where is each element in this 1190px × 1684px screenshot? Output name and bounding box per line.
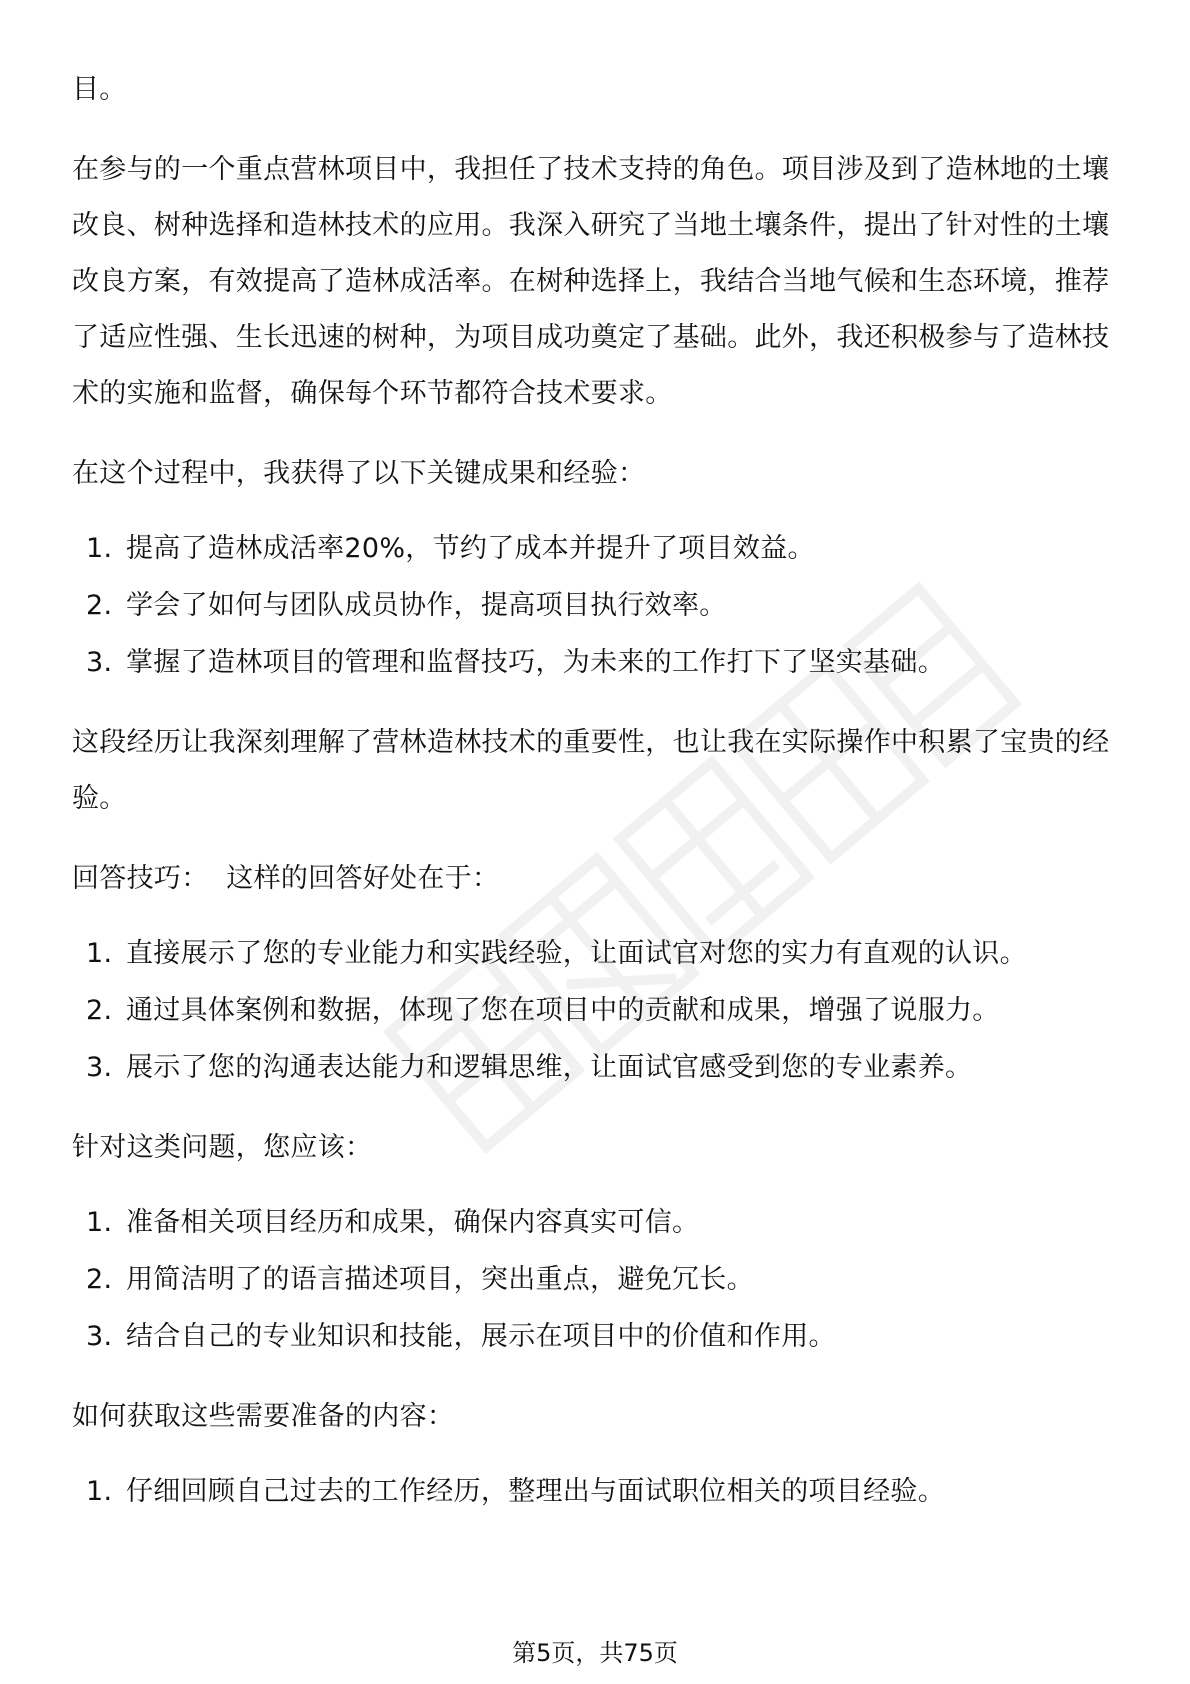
- list-item-text: 仔细回顾自己过去的工作经历，整理出与面试职位相关的项目经验。: [126, 1476, 945, 1507]
- list-item-number: 3.: [86, 647, 113, 678]
- list-item: [72, 634, 1118, 691]
- list-item-number: 3.: [86, 1321, 113, 1352]
- list-item-number: 2.: [86, 1264, 113, 1295]
- list-item: [72, 1194, 1118, 1251]
- list-item-text: 展示了您的沟通表达能力和逻辑思维，让面试官感受到您的专业素养。: [126, 1052, 973, 1083]
- page-number-footer: 第5页，共75页: [512, 1639, 678, 1667]
- list-item-text: 通过具体案例和数据，体现了您在项目中的贡献和成果，增强了说服力。: [126, 995, 1000, 1026]
- list-item: [72, 925, 1118, 982]
- list-item: [72, 577, 1118, 634]
- list-item-text: 直接展示了您的专业能力和实践经验，让面试官对您的实力有直观的认识。: [126, 938, 1027, 969]
- list-item-text: 用简洁明了的语言描述项目，突出重点，避免冗长。: [126, 1264, 754, 1295]
- list-item: [72, 982, 1118, 1039]
- document-body: [72, 70, 1118, 1520]
- list-item: [72, 1463, 1118, 1520]
- list-item-number: 3.: [86, 1052, 113, 1083]
- list-item-text: 提高了造林成活率20%，节约了成本并提升了项目效益。: [126, 533, 815, 564]
- list-item-number: 1.: [86, 533, 113, 564]
- list-item-text: 结合自己的专业知识和技能，展示在项目中的价值和作用。: [126, 1321, 836, 1352]
- list-item-number: 1.: [86, 1476, 113, 1507]
- list-item-number: 2.: [86, 995, 113, 1026]
- paragraph-continuation: 目。: [72, 74, 127, 105]
- paragraph-tips-heading: 回答技巧： 这样的回答好处在于：: [72, 863, 500, 894]
- list-item: [72, 520, 1118, 577]
- list-item-text: 掌握了造林项目的管理和监督技巧，为未来的工作打下了坚实基础。: [126, 647, 945, 678]
- paragraph-prepare-heading: 如何获取这些需要准备的内容：: [72, 1401, 455, 1432]
- prepare-list: [72, 1463, 1118, 1520]
- list-item: [72, 1308, 1118, 1365]
- should-list: [72, 1194, 1118, 1365]
- paragraph-summary: 这段经历让我深刻理解了营林造林技术的重要性，也让我在实际操作中积累了宝贵的经验。: [72, 727, 1110, 814]
- list-item-number: 1.: [86, 938, 113, 969]
- list-item: [72, 1039, 1118, 1096]
- paragraph-results-intro: 在这个过程中，我获得了以下关键成果和经验：: [72, 458, 646, 489]
- results-list: [72, 520, 1118, 691]
- list-item: [72, 1251, 1118, 1308]
- list-item-text: 学会了如何与团队成员协作，提高项目执行效率。: [126, 590, 727, 621]
- paragraph-should-heading: 针对这类问题，您应该：: [72, 1132, 373, 1163]
- benefits-list: [72, 925, 1118, 1096]
- list-item-number: 1.: [86, 1207, 113, 1238]
- list-item-number: 2.: [86, 590, 113, 621]
- paragraph-project-description: 在参与的一个重点营林项目中，我担任了技术支持的角色。项目涉及到了造林地的土壤改良、树种选择和造林技术的应用。我深入研究了当地土壤条件，提出了针对性的土壤改良方案，有效提高了造林成活率。在树种选择上，我结合当地气候和生态环境，推荐了适应性强、生长迅速的树种，为项目成功奠定了基础。此外，我还积极参与了造林技术的实施和监督，确保每个环节都符合技术要求。: [72, 154, 1110, 409]
- list-item-text: 准备相关项目经历和成果，确保内容真实可信。: [126, 1207, 700, 1238]
